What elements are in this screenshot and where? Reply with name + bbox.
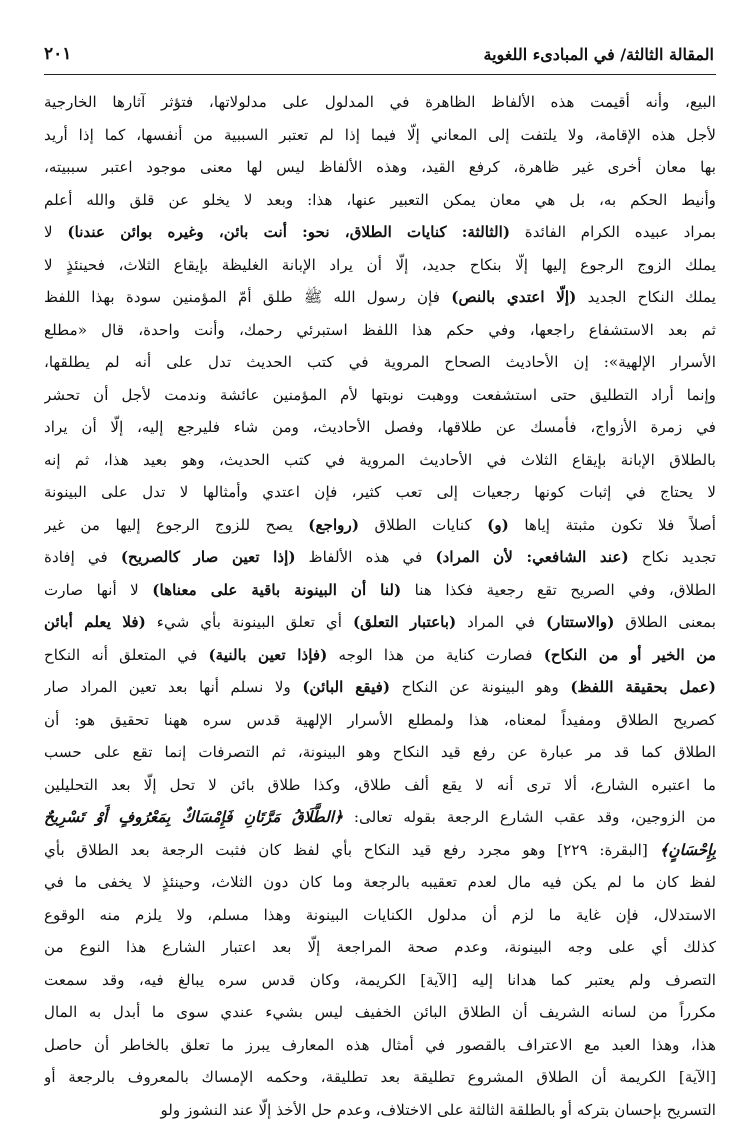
commentary-text: البيع، وأنه أقيمت هذه الألفاظ الظاهرة في المدلول على مدلولاتها، فتؤثر آثارها الخارجية xyxy=(44,93,716,111)
commentary-text: بمعنى الطلاق xyxy=(614,613,716,631)
running-header xyxy=(44,38,714,70)
matn-text: (فإذا تعين بالنية) xyxy=(208,646,327,664)
commentary-text: التسريح بإحسان بتركه أو بالطلقة الثالثة على الاختلاف، وعدم حل الأخذ إلّا عند النشوز ولو xyxy=(160,1101,716,1119)
matn-text: (فيقع البائن) xyxy=(302,678,390,696)
quran-verse: ﴿الطَّلَاقُ مَرَّتَانِ فَإِمْسَاكٌ بِمَعْرُوفٍ أَوْ تَسْرِيحٌ xyxy=(44,808,343,826)
commentary-text: لا يحتاج في إثبات كونها رجعيات إلى تعب كثير، فإن اعتدي وأمثالها لا تدل على البينونة xyxy=(44,483,716,501)
matn-text: من الخير أو من النكاح) xyxy=(544,646,716,664)
commentary-text: بها معان أخرى غير ظاهرة، كرفع القيد، وهذه الألفاظ ليس لها معنى موجود اعتبر سببيته، xyxy=(44,158,716,176)
text-line xyxy=(44,346,716,379)
text-line xyxy=(44,964,716,997)
commentary-text: وهو البينونة عن النكاح xyxy=(390,678,570,696)
text-line xyxy=(44,704,716,737)
commentary-text: لأجل هذه الإقامة، ولا يلتفت إلى المعاني إلّا فيما إذا لم تعتبر السببية من أنفسها، كما إذا أريد xyxy=(44,126,716,144)
commentary-text: الطلاق، وفي الصريح تقع رجعية فكذا هنا xyxy=(401,581,716,599)
commentary-text: أصلاً فلا تكون مثبتة إياها xyxy=(509,516,716,534)
text-line xyxy=(44,899,716,932)
text-line xyxy=(44,411,716,444)
commentary-text: [الآية] الكريمة أن الطلاق المشروع تطليقة بعد تطليقة، وحكمه الإمساك بالمعروف بالرجعة أو xyxy=(44,1068,716,1086)
matn-text: (فلا يعلم أبائن xyxy=(44,613,146,631)
text-line xyxy=(44,444,716,477)
text-line xyxy=(44,834,716,867)
text-line xyxy=(44,541,716,574)
page-number: ٢٠١ xyxy=(44,44,71,64)
text-line xyxy=(44,86,716,119)
text-line xyxy=(44,639,716,672)
header-divider xyxy=(44,74,716,75)
text-line xyxy=(44,476,716,509)
text-line xyxy=(44,184,716,217)
commentary-text: فصارت كناية من هذا الوجه xyxy=(327,646,543,664)
text-line xyxy=(44,119,716,152)
text-line xyxy=(44,769,716,802)
commentary-text: الطلاق كما قد مر عبارة عن رفع قيد النكاح وهو البينونة، ثم التصرفات إنما تقع على حسب xyxy=(44,743,716,761)
matn-text: (إلّا اعتدي بالنص) xyxy=(451,288,576,306)
text-line xyxy=(44,151,716,184)
commentary-text: من الزوجين، وقد عقب الشارع الرجعة بقوله تعالى: xyxy=(343,808,716,826)
text-line xyxy=(44,314,716,347)
commentary-text: ما اعتبره الشارع، ألا ترى أنه لا يقع ألف طلاق، وكذا طلاق بائن لا تحل إلّا بعد التحليلين xyxy=(44,776,716,794)
commentary-text: بمراد عبيده الكرام الفائدة xyxy=(510,223,716,241)
matn-text: (إذا تعين صار كالصريح) xyxy=(121,548,296,566)
matn-text: (الثالثة: كنايات الطلاق، نحو: أنت بائن، وغيره بوائن عندنا) xyxy=(67,223,510,241)
commentary-text: لفظ كان ما لم يكن فيه مال لعدم تعقيبه بالرجعة وما كان دون الثلاث، وحينئذٍ لا يخفى ما في xyxy=(44,873,716,891)
commentary-text: في إفادة xyxy=(44,548,121,566)
matn-text: (والاستتار) xyxy=(546,613,614,631)
commentary-text: أي تعلق البينونة بأي شيء xyxy=(146,613,353,631)
commentary-text: ثم بعد الاستشفاع راجعها، وفي حكم هذا اللفظ استبرئي رحمك، وأنت واحدة، قال «مطلع xyxy=(44,321,716,339)
matn-text: (و) xyxy=(487,516,509,534)
commentary-text: في زمرة الأزواج، فأمسك عن طلاقها، وفصل الأحاديث، ومن شاء فليرجع إليه، إلّا أن يراد xyxy=(44,418,716,436)
text-line xyxy=(44,1094,716,1126)
quran-verse: بِإِحْسَانٍ﴾ xyxy=(660,841,716,859)
commentary-text: لا xyxy=(44,223,67,241)
matn-text: (باعتبار التعلق) xyxy=(353,613,456,631)
commentary-text: كصريح الطلاق ومفيداً لمعناه، هذا ولمطلع الأسرار الإلهية قدس سره ههنا تحقيق هو: أن xyxy=(44,711,716,729)
text-line xyxy=(44,996,716,1029)
text-line xyxy=(44,606,716,639)
commentary-text: كذلك أي على وجه البينونة، وعدم صحة المراجعة إلّا بعد اعتبار الشارع هذا النوع من xyxy=(44,938,716,956)
chapter-title: المقالة الثالثة/ في المبادىء اللغوية xyxy=(484,45,714,64)
commentary-text: ولا نسلم أنها بعد تعين المراد صار xyxy=(44,678,302,696)
text-line xyxy=(44,801,716,834)
text-line xyxy=(44,509,716,542)
commentary-text: يملك النكاح الجديد xyxy=(576,288,716,306)
matn-text: (عند الشافعي: لأن المراد) xyxy=(435,548,628,566)
body-text xyxy=(44,86,716,1126)
text-line xyxy=(44,379,716,412)
text-line xyxy=(44,281,716,314)
text-line xyxy=(44,1029,716,1062)
matn-text: (عمل بحقيقة اللفظ) xyxy=(570,678,716,696)
commentary-text: في المراد xyxy=(456,613,546,631)
text-line xyxy=(44,1061,716,1094)
text-line xyxy=(44,866,716,899)
commentary-text: الأسرار الإلهية»: إن الأحاديث الصحاح المروية في كتب الحديث تدل على أنه لم يطلقها، xyxy=(44,353,716,371)
commentary-text: في المتعلق أنه النكاح xyxy=(44,646,208,664)
text-line xyxy=(44,931,716,964)
commentary-text: وأنيط الحكم به، بل هي معان يمكن التعبير عنها، هذا: وبعد لا يخلو عن قلق والله أعلم xyxy=(44,191,716,209)
text-line xyxy=(44,249,716,282)
matn-text: (لنا أن البينونة باقية على معناها) xyxy=(152,581,401,599)
commentary-text: بالطلاق الإبانة بإيقاع الثلاث في الأحاديث المروية في كتب الحديث، وهو بعيد هذا، ثم إنه xyxy=(44,451,716,469)
commentary-text: يصح للزوج الرجوع إليها من غير xyxy=(44,516,308,534)
commentary-text: يملك الزوج الرجوع إليها إلّا بنكاح جديد، إلّا أن يراد الإبانة الغليظة بإيقاع الثلاث، فحينئذٍ لا xyxy=(44,256,716,274)
commentary-text: تجديد نكاح xyxy=(629,548,716,566)
matn-text: (رواجع) xyxy=(308,516,359,534)
text-line xyxy=(44,574,716,607)
commentary-text: لا أنها صارت xyxy=(44,581,152,599)
text-line xyxy=(44,216,716,249)
text-line xyxy=(44,736,716,769)
commentary-text: التصرف ولم يعتبر كما هدانا إليه [الآية] الكريمة، وكان قدس سره يبالغ فيه، وقد سمعت xyxy=(44,971,716,989)
commentary-text: فإن رسول الله ﷺ طلق أمّ المؤمنين سودة بهذا اللفظ xyxy=(44,288,451,306)
commentary-text: [البقرة: ٢٢٩] وهو مجرد رفع قيد النكاح بأي لفظ كان فثبت الرجعة بعد الطلاق بأي xyxy=(44,841,660,859)
commentary-text: الاستدلال، فإن غاية ما لزم أن مدلول الكنايات البينونة وهذا مسلم، ولا يلزم منه الوقوع xyxy=(44,906,716,924)
commentary-text: هذا، وهذا العبد مع الاعتراف بالقصور في أمثال هذه المعارف يبرز ما تعلق بالخاطر أن حاصل xyxy=(44,1036,716,1054)
commentary-text: وإنما أراد التطليق حتى استشفعت ووهبت نوبتها لأم المؤمنين عائشة وندمت لأجل أن تحشر xyxy=(44,386,716,404)
text-line xyxy=(44,671,716,704)
commentary-text: كنايات الطلاق xyxy=(359,516,487,534)
commentary-text: مكرراً من لسانه الشريف أن الطلاق البائن الخفيف ليس بشيء عندي سوى ما أبدل به المال xyxy=(44,1003,716,1021)
commentary-text: في هذه الألفاظ xyxy=(296,548,436,566)
